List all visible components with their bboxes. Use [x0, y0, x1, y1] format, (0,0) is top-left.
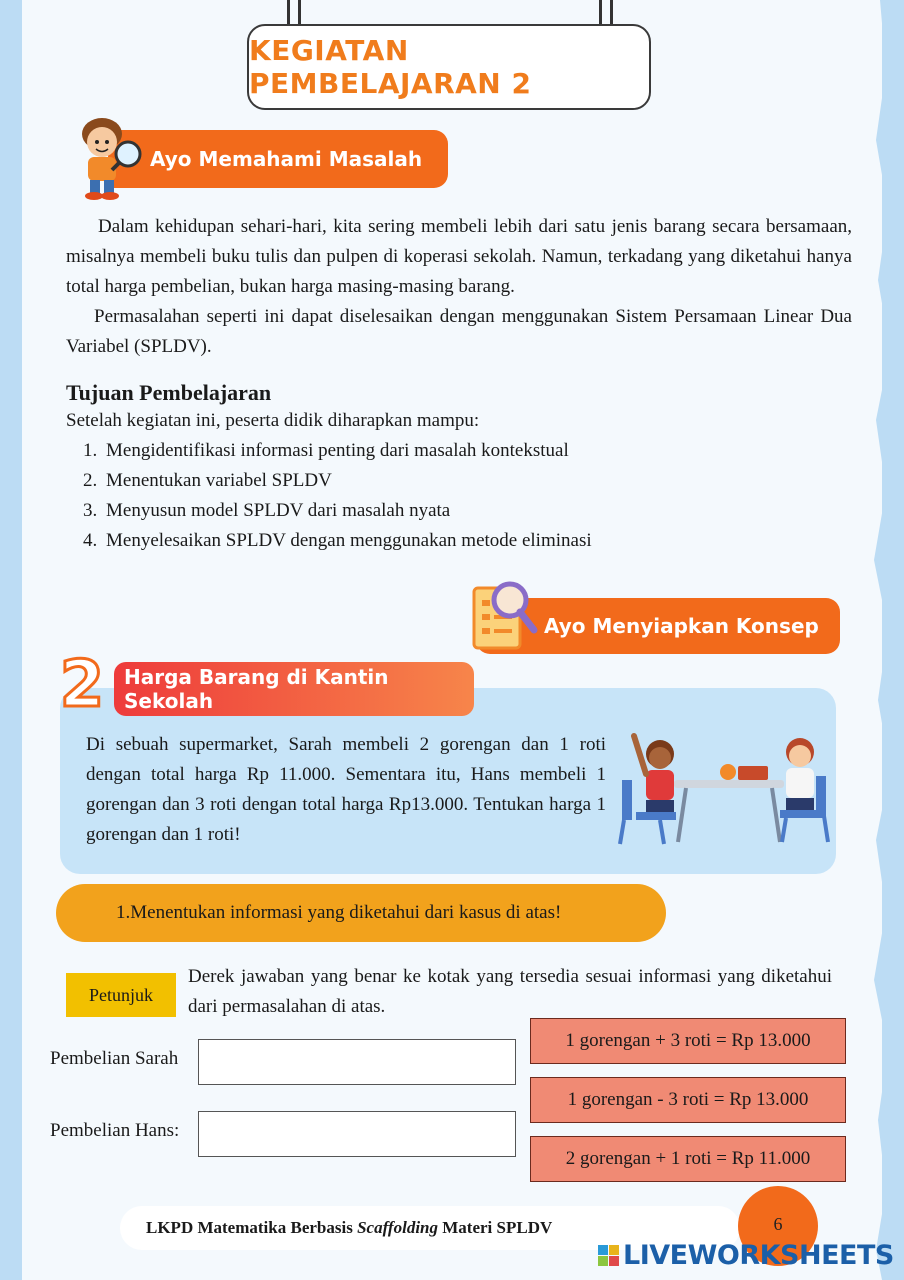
step-1-banner: [56, 884, 666, 942]
page-title: KEGIATAN PEMBELAJARAN 2: [249, 34, 532, 100]
objectives-list: [66, 436, 852, 556]
watermark-text: LIVEWORKSHEETS: [623, 1240, 894, 1271]
hint-badge: [66, 973, 176, 1017]
drop-label-hans: Pembelian Hans:: [50, 1120, 180, 1141]
intro-text: [66, 212, 852, 362]
liveworksheets-watermark[interactable]: [598, 1240, 894, 1271]
intro-paragraph-1: Dalam kehidupan sehari-hari, kita sering membeli lebih dari satu jenis barang secara bersamaan, misalnya membeli buku tulis dan pulpen di koperasi sekolah. Namun, terkadang yang diketahui hanya total harga pembelian, bukan harga masing-masing barang.: [66, 216, 852, 297]
problem-heading-label: Harga Barang di Kantin Sekolah: [124, 665, 389, 713]
drop-zone-sarah[interactable]: [198, 1039, 516, 1085]
hint-text: Derek jawaban yang benar ke kotak yang tersedia sesuai informasi yang diketahui dari permasalahan di atas.: [188, 966, 832, 1017]
drop-label-sarah: Pembelian Sarah: [50, 1048, 179, 1069]
learning-objectives: [66, 380, 852, 556]
footer-suffix: Materi SPLDV: [438, 1218, 553, 1237]
footer-prefix: LKPD Matematika Berbasis: [146, 1218, 358, 1237]
page-number: 6: [773, 1214, 783, 1234]
footer-italic: Scaffolding: [357, 1218, 438, 1237]
kid-magnifier-icon: [72, 112, 150, 202]
objective-item: 3. Menyusun model SPLDV dari masalah nyata: [102, 496, 852, 526]
objective-item: 1. Mengidentifikasi informasi penting dari masalah kontekstual: [102, 436, 852, 466]
answer-option-label: 2 gorengan + 1 roti = Rp 11.000: [565, 1148, 811, 1169]
answer-option-1[interactable]: [530, 1018, 846, 1064]
hint-badge-label: Petunjuk: [88, 984, 153, 1005]
answer-option-2[interactable]: [530, 1077, 846, 1123]
answer-option-3[interactable]: [530, 1136, 846, 1182]
title-sign: [247, 24, 651, 110]
section-heading-konsep-label: Ayo Menyiapkan Konsep: [544, 614, 819, 638]
problem-text: Di sebuah supermarket, Sarah membeli 2 gorengan dan 1 roti dengan total harga Rp 11.000. Sementara itu, Hans membeli 1 gorengan dan 3 roti dengan total harga Rp13.000. Tentukan harga 1 gorengan dan 1 roti!: [86, 734, 606, 845]
torn-edge-right: [870, 0, 904, 1280]
step-1-label: 1.Menentukan informasi yang diketahui dari kasus di atas!: [116, 902, 562, 923]
problem-heading: [114, 662, 474, 716]
answer-option-label: 1 gorengan + 3 roti = Rp 13.000: [565, 1030, 811, 1051]
objective-item: 4. Menyelesaikan SPLDV dengan menggunakan metode eliminasi: [102, 526, 852, 556]
checklist-magnifier-icon: [470, 574, 542, 654]
section-heading-memahami: [108, 130, 448, 188]
students-canteen-illustration: [616, 722, 832, 852]
drop-zone-hans[interactable]: [198, 1111, 516, 1157]
objective-item: 2. Menentukan variabel SPLDV: [102, 466, 852, 496]
answer-option-label: 1 gorengan - 3 roti = Rp 13.000: [567, 1089, 809, 1110]
intro-paragraph-2: Permasalahan seperti ini dapat diselesaikan dengan menggunakan Sistem Persamaan Linear Dua Variabel (SPLDV).: [66, 306, 852, 357]
objectives-heading: Tujuan Pembelajaran: [66, 380, 272, 405]
objectives-lead: Setelah kegiatan ini, peserta didik diharapkan mampu:: [66, 410, 480, 431]
problem-number: 2: [59, 648, 105, 722]
section-heading-memahami-label: Ayo Memahami Masalah: [150, 147, 423, 171]
liveworksheets-logo-icon: [598, 1245, 619, 1266]
